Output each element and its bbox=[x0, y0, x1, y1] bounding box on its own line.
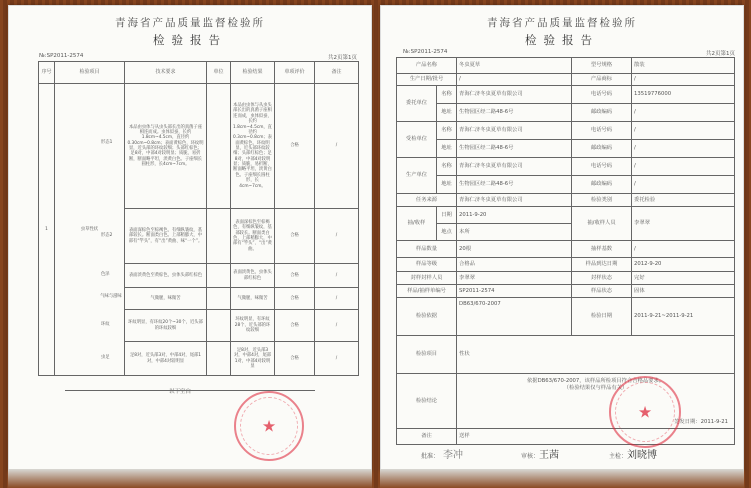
header-cell: 备注 bbox=[315, 62, 359, 84]
review-signature: 王茜 bbox=[539, 450, 559, 461]
end-of-table-text: 以下空白 bbox=[169, 389, 192, 395]
approve-label: 批准： bbox=[421, 453, 440, 460]
req-cell bbox=[101, 264, 207, 288]
req-cell bbox=[100, 288, 207, 310]
label-cell: 地点 bbox=[437, 224, 457, 241]
value-cell: 散装 bbox=[632, 58, 735, 74]
value-cell: 生物园区经二路48-6号 bbox=[457, 176, 572, 194]
note-cell: / bbox=[315, 84, 359, 209]
label-cell: 样品/抽样单编号 bbox=[397, 285, 457, 298]
requirement-text: 足8对，近头部3对，中部4对，尾部1对，中部4对较明显 bbox=[129, 353, 202, 364]
value-cell: 性状 bbox=[457, 336, 735, 374]
result-cell: 表面深棕色至棕褐色，有细纵皱纹，基部较长。断面类白色，上部稍膨大，中部有“竿头”、“出”黄曲。 bbox=[231, 209, 275, 264]
label-cell: 抽样基数 bbox=[572, 241, 632, 258]
header-cell: 技术要求 bbox=[125, 62, 207, 84]
req-cell bbox=[101, 209, 207, 264]
group-cell bbox=[55, 84, 125, 376]
header-cell: 单项评价 bbox=[275, 62, 315, 84]
value-cell: 生物园区经二路48-6号 bbox=[457, 140, 572, 158]
item-name: 气味与滋味 bbox=[100, 294, 122, 299]
value-cell: 送样 bbox=[457, 429, 735, 445]
note-cell: / bbox=[315, 288, 359, 310]
item-name: 环纹 bbox=[101, 322, 110, 327]
note-cell: / bbox=[315, 264, 359, 288]
end-line bbox=[65, 390, 315, 391]
value-cell: 生物园区经二路48-6号 bbox=[457, 104, 572, 122]
value-cell: / bbox=[632, 140, 735, 158]
label-cell: 检验日期 bbox=[572, 298, 632, 336]
result-cell: 表面淡黄色，虫体头部红棕色 bbox=[231, 264, 275, 288]
label-cell: 生产日期/批号 bbox=[397, 74, 457, 86]
result-cell: 气微腥，味微苦 bbox=[231, 288, 275, 310]
table-header-row bbox=[39, 62, 359, 84]
label-cell: 名称 bbox=[437, 122, 457, 140]
label-cell: 地址 bbox=[437, 140, 457, 158]
label-cell: 名称 bbox=[437, 158, 457, 176]
info-table bbox=[396, 57, 735, 445]
req-cell bbox=[101, 84, 207, 209]
header-cell: 检验项目 bbox=[55, 62, 125, 84]
value-cell: / bbox=[632, 176, 735, 194]
label-cell: 检验依据 bbox=[397, 298, 457, 336]
label-cell: 邮政编码 bbox=[572, 104, 632, 122]
group-name: 虫草性状 bbox=[80, 226, 99, 232]
table-row bbox=[39, 84, 359, 209]
tester-label: 主检： bbox=[609, 453, 628, 460]
requirement-text: 气微腥，味微苦 bbox=[150, 295, 181, 301]
label-cell: 备注 bbox=[397, 429, 457, 445]
unit-cell bbox=[207, 264, 231, 288]
value-cell: / bbox=[632, 158, 735, 176]
label-cell: 检验结论 bbox=[397, 374, 457, 429]
org-title: 青海省产品质量监督检验所 bbox=[115, 17, 265, 29]
approve-signature: 李冲 bbox=[443, 450, 463, 461]
label-cell: 电话号码 bbox=[572, 158, 632, 176]
review-label: 审核： bbox=[521, 453, 540, 460]
tester-signature: 刘晓博 bbox=[627, 450, 657, 461]
value-cell: / bbox=[632, 104, 735, 122]
req-cell bbox=[101, 310, 207, 342]
label-cell: 检验类别 bbox=[572, 194, 632, 207]
item-name: 形态1 bbox=[101, 140, 113, 145]
label-cell: 检验项目 bbox=[397, 336, 457, 374]
requirement-text: 表面淡黄色至黄棕色，虫体头部红棕色 bbox=[128, 272, 203, 278]
conclusion-text: 依据DB63/670-2007，该样品所检项目符合合格品要求。 （检验结果仅与样品有关） bbox=[526, 378, 665, 391]
value-cell: 青海仁济冬虫夏草有限公司 bbox=[457, 194, 572, 207]
group-number: 1 bbox=[39, 84, 55, 376]
eval-cell: 合格 bbox=[275, 84, 315, 209]
unit-cell bbox=[207, 84, 231, 209]
label-cell: 委托单位 bbox=[397, 86, 437, 122]
item-name: 虫足 bbox=[101, 355, 110, 360]
label-cell: 电话号码 bbox=[572, 122, 632, 140]
official-seal bbox=[609, 376, 681, 448]
value-cell: 本所 bbox=[457, 224, 572, 241]
eval-cell: 合格 bbox=[275, 288, 315, 310]
doc-title: 检验报告 bbox=[525, 33, 599, 47]
header-cell: 单位 bbox=[207, 62, 231, 84]
label-cell: 生产单位 bbox=[397, 158, 437, 194]
value-cell: / bbox=[632, 74, 735, 86]
value-cell: 冬虫夏草 bbox=[457, 58, 572, 74]
value-cell: / bbox=[632, 241, 735, 258]
report-page-2 bbox=[380, 5, 744, 471]
result-cell: 足8对，近头部3对，中部4对，尾部1对，中部4对较明显 bbox=[231, 342, 275, 376]
value-cell: 20根 bbox=[457, 241, 572, 258]
header-cell: 检验结果 bbox=[231, 62, 275, 84]
report-number: №:SP2011-2574 bbox=[403, 49, 448, 55]
item-name: 色泽 bbox=[101, 272, 110, 277]
requirement-text: 环纹明显，有环纹20个~30个，近头部的环纹较细 bbox=[128, 320, 203, 331]
req-cell bbox=[101, 342, 207, 376]
unit-cell bbox=[207, 310, 231, 342]
value-cell: SP2011-2574 bbox=[457, 285, 572, 298]
label-cell: 任务来源 bbox=[397, 194, 457, 207]
value-cell: 13519776000 bbox=[632, 86, 735, 104]
doc-title: 检验报告 bbox=[153, 33, 227, 47]
result-cell: 本品由虫体与从虫头部长出的真菌子座相连而成，虫体似蚕，长约1.8cm~4.5cm，直径约0.3cm~0.8cm；表面黄棕色，环纹明显，近头部环纹较细；头部红棕色；足8对，中部4对较明显；质脆，易折断，断面略平坦，淡黄白色。子座细长圆柱形，长4cm~7cm。 bbox=[231, 84, 275, 209]
value-cell: 青海仁济冬虫夏草有限公司 bbox=[457, 158, 572, 176]
org-title: 青海省产品质量监督检验所 bbox=[487, 17, 637, 29]
label-cell: 产品商标 bbox=[572, 74, 632, 86]
label-cell: 样品到达日期 bbox=[572, 258, 632, 272]
seal-star-icon: ★ bbox=[637, 402, 653, 422]
value-cell: 委托检验 bbox=[632, 194, 735, 207]
conclusion-cell bbox=[457, 374, 735, 429]
label-cell: 邮政编码 bbox=[572, 176, 632, 194]
value-cell: 2012-9-20 bbox=[632, 258, 735, 272]
label-cell: 电话号码 bbox=[572, 86, 632, 104]
official-seal bbox=[234, 391, 304, 461]
note-cell: / bbox=[315, 310, 359, 342]
results-table bbox=[38, 61, 359, 376]
page-info: 共2页第1页 bbox=[328, 55, 357, 61]
eval-cell: 合格 bbox=[275, 209, 315, 264]
page-2-reflection bbox=[380, 469, 744, 488]
label-cell: 抽/收样 bbox=[397, 207, 437, 241]
value-cell: / bbox=[457, 74, 572, 86]
label-cell: 抽/收样人员 bbox=[572, 207, 632, 241]
label-cell: 产品名称 bbox=[397, 58, 457, 74]
value-cell: 2011-9-20 bbox=[457, 207, 572, 224]
unit-cell bbox=[207, 209, 231, 264]
label-cell: 地址 bbox=[437, 176, 457, 194]
unit-cell bbox=[207, 342, 231, 376]
label-cell: 地址 bbox=[437, 104, 457, 122]
label-cell: 样品数量 bbox=[397, 241, 457, 258]
eval-cell: 合格 bbox=[275, 264, 315, 288]
value-cell: / bbox=[632, 122, 735, 140]
value-cell: 2011-9-21~2011-9-21 bbox=[632, 298, 735, 336]
value-cell: 李翠翠 bbox=[632, 207, 735, 241]
report-number: №:SP2011-2574 bbox=[39, 53, 84, 59]
report-page-1 bbox=[8, 5, 372, 471]
eval-cell: 合格 bbox=[275, 342, 315, 376]
page-1-reflection bbox=[8, 469, 372, 488]
requirement-text: 本品由虫体与从虫头部长出的真菌子座相连而成。虫体似蚕，长约1.8cm~4.5cm，直径约0.30cm~0.8cm；表面黄棕色，环纹明显，近头部的环纹较细；头部红棕色；足8对，中部4对较明显；质脆，易折断，断面略平坦，淡黄白色。子座细长圆柱形，长4cm~7cm。 bbox=[127, 124, 204, 168]
value-cell: 合格品 bbox=[457, 258, 572, 272]
label-cell: 名称 bbox=[437, 86, 457, 104]
seal-star-icon: ★ bbox=[261, 416, 277, 436]
page-info: 共2页第1页 bbox=[706, 51, 735, 57]
item-name: 形态2 bbox=[101, 233, 113, 238]
value-cell: 青海仁济冬虫夏草有限公司 bbox=[457, 86, 572, 104]
requirement-text: 表面深棕色至棕褐色，有细纵皱纹，基部较长。断面类白色。上部稍膨大，中部有“竿头”，有“出”黄曲、味“一个”。 bbox=[128, 227, 203, 244]
label-cell: 样品等级 bbox=[397, 258, 457, 272]
label-cell: 型号规格 bbox=[572, 58, 632, 74]
header-cell: 序号 bbox=[39, 62, 55, 84]
eval-cell: 合格 bbox=[275, 310, 315, 342]
sign-date: 签发日期：2011-9-21 bbox=[674, 419, 729, 426]
unit-cell bbox=[207, 288, 231, 310]
label-cell: 邮政编码 bbox=[572, 140, 632, 158]
result-cell: 环纹明显，有环纹28个，近头部的环纹较细 bbox=[231, 310, 275, 342]
label-cell: 封样封样人员 bbox=[397, 272, 457, 285]
label-cell: 受检单位 bbox=[397, 122, 437, 158]
note-cell: / bbox=[315, 342, 359, 376]
value-cell: 青海仁济冬虫夏草有限公司 bbox=[457, 122, 572, 140]
label-cell: 封样状态 bbox=[572, 272, 632, 285]
value-cell: 李翠翠 bbox=[457, 272, 572, 285]
value-cell: 完好 bbox=[632, 272, 735, 285]
value-cell: 固体 bbox=[632, 285, 735, 298]
value-cell: DB63/670-2007 bbox=[457, 298, 572, 336]
label-cell: 日期 bbox=[437, 207, 457, 224]
note-cell: / bbox=[315, 209, 359, 264]
label-cell: 样品状态 bbox=[572, 285, 632, 298]
